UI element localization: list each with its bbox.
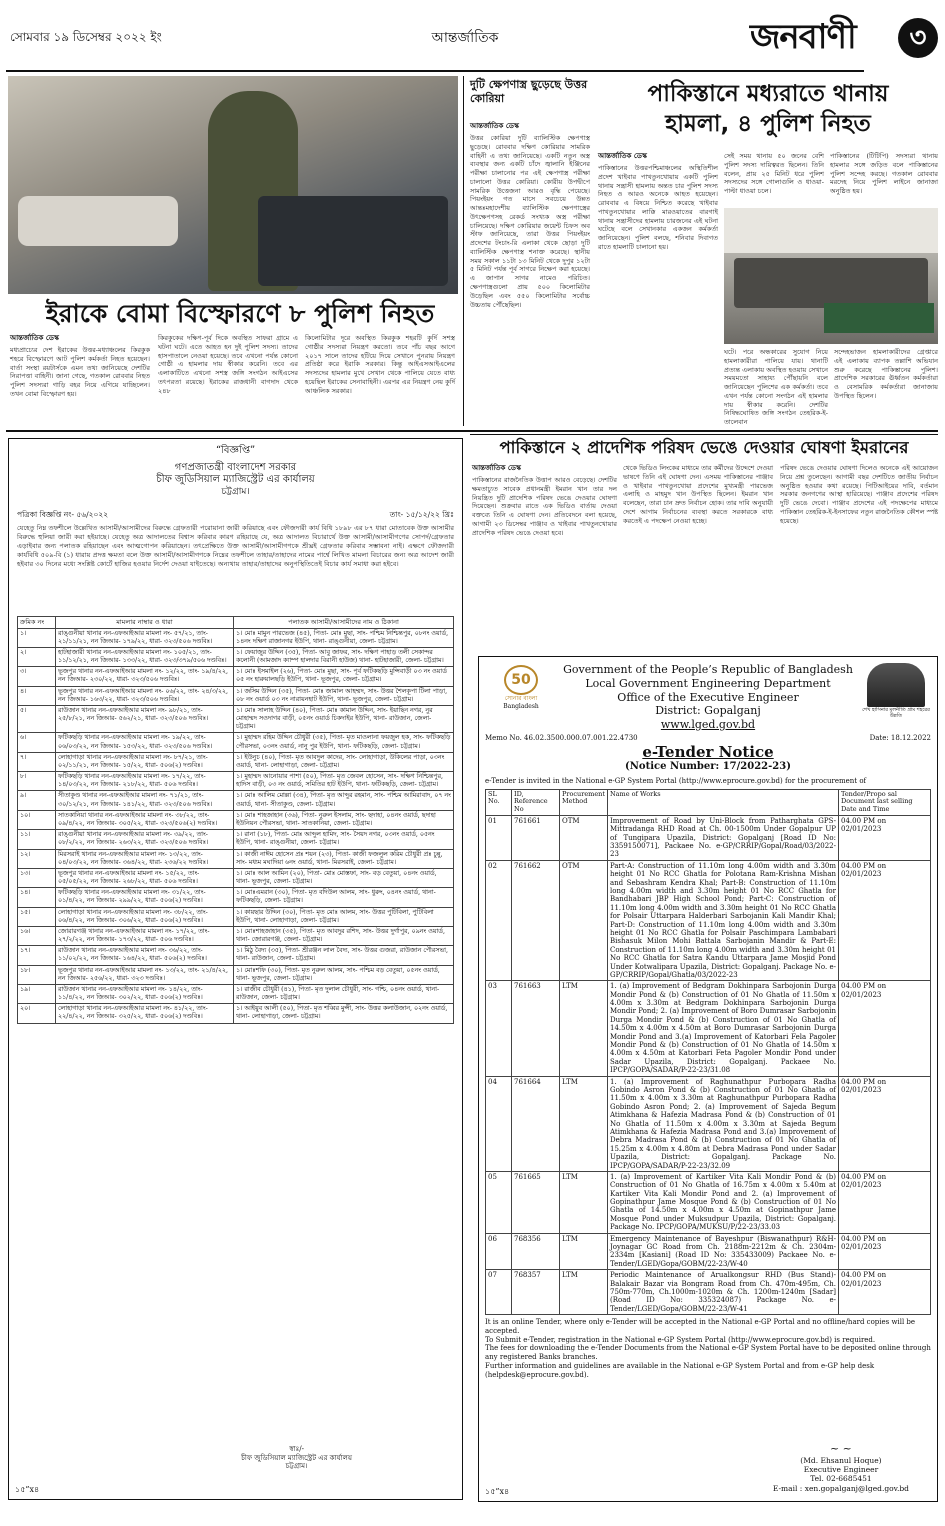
section-rule (6, 430, 938, 432)
korea-desk: আন্তর্জাতিক ডেস্ক (470, 121, 519, 130)
tender-cell-deadline: 04.00 PM on 02/01/2023 (839, 1171, 931, 1233)
notice-cell-case: সাতকানিয়া থানার নন-এফআইআর মামলা নং- ৩৮/২২, তাং- ০৯/৪/২২, নন জিআর- ৩০৫/২২, ধারা- ৩২৩/৫০৬(২) দণ্ডবিঃ। (56, 810, 234, 829)
notice-cell-accused: ১। মোঃ মামুন পারভেজ (৪৫), পিতা- মোঃ মুছা, সাং- পশ্চিম নিশ্চিন্তপুর, ০৮নং ওয়ার্ড, ১৪নং দক্ষিণ রাজানগর ইউপি, থানা- রাঙ্গুনীয়া, জেলা- চট্টগ্রাম। (234, 628, 454, 647)
tender-cell-sl: 01 (486, 815, 512, 860)
notice-cell-serial: ৫। (18, 705, 56, 733)
notice-cell-serial: ৪। (18, 686, 56, 705)
iraq-headline: ইরাকে বোমা বিস্ফোরণে ৮ পুলিশ নিহত (45, 299, 435, 328)
tender-cell-id: 761662 (512, 860, 560, 980)
notice-sign-place: চট্টগ্রাম। (285, 1462, 308, 1471)
notice-cell-accused: ১। মুহাম্মদ রহিম উদ্দিন চৌধুরী (৩৫), পিতা- মৃত মাওলানা ফয়জুল হক, সাং- ফটিকছড়ি পৌরসভা, ০৩নং ওয়ার্ড, নানু পুর ইউপি, থানা- ফটিকছড়ি, জেলা- চট্টগ্রাম। (234, 733, 454, 752)
notice-table-row (18, 984, 454, 1003)
notice-cell-case: ফটিকছড়ি থানার নন-এফআইআর মামলা নং- ১৭/২২, তাং- ১৪/০৩/২২, নন জিআর- ২১৮/২২, ধারা- ৫০৬ দণ্ডবিঃ। (56, 772, 234, 791)
notice-cell-accused: ১। মোঃ শাহজাহান (৩৬), পিতা- নুরুল ইসলাম, সাং- ছদাহা, ০৪নং ওয়ার্ড, ছদাহা ইউনিয়ন পৌরসভা, থানা- সাতকানিয়া, জেলা- চট্টগ্রাম। (234, 810, 454, 829)
notice-col-case: মামলার নাম্বার ও ধারা (56, 617, 234, 628)
notice-cell-serial: ১৬। (18, 926, 56, 945)
tender-table-row (486, 1270, 931, 1315)
tender-cell-deadline: 04.00 PM on 02/01/2023 (839, 1270, 931, 1315)
tender-intro: e-Tender is invited in the National e-GP System Portal (http://www.eprocure.gov.bd) for the procurement of (485, 776, 867, 785)
photo-coffins-shape (824, 303, 934, 333)
tender-cell-works: Emergency Maintenance of Bayeshpur (Biswanathpur) R&H-Joynagar GC Road from Ch. 2188m-2212m & Ch. 2304m-2334m [Kasiani] (Road ID No: 335433009) Packaee No. e-Tender/LGED/Gopa/GOBM/22-23/W-40 (607, 1233, 838, 1270)
notice-cell-accused: ১। মোঃ আলিম মোল্লা (৩৪), পিতা- মৃত আব্দুর রহমান, সাং- পশ্চিম আমিরাবাদ, ০৭ নং ওয়ার্ড, থানা- সীতাকুণ্ড, জেলা- চট্টগ্রাম। (234, 791, 454, 810)
notice-cell-case: রাউজান থানার নন-এফআইআর মামলা নং- ৩৬/২২, তাং- ১১/০২/২২, নন জিআর- ১৬৪/২২, ধারা- ৫০৬(২) দণ্ডবিঃ। (56, 946, 234, 965)
tender-website-link[interactable]: www.lged.gov.bd (660, 718, 756, 731)
tender-cell-deadline: 04.00 PM on 02/01/2023 (839, 815, 931, 860)
notice-cell-accused: ১। মোঃশাহজাহান (৩৫), পিতা- মৃত আবদুর রশিদ, সাং- উত্তর দুর্গাপুর, ০৯নং ওয়ার্ড, থানা- জোরারগঞ্জ, জেলা- চট্টগ্রাম। (234, 926, 454, 945)
tender-logo-text: সোনার বাংলা (504, 695, 538, 702)
notice-table-row (18, 705, 454, 733)
tender-gov-2: Local Government Engineering Department (585, 676, 831, 690)
notice-table-row (18, 965, 454, 984)
tender-footer-2: To Submit e-Tender, registration in the National e-GP System Portal (http://www.eprocure.gov.bd) is required. (485, 1335, 876, 1344)
notice-cell-case: মিরসরাই থানার নন-এফআইআর মামলা নং- ১৩/২২, তাং- ০৪/০৩/২২, নন জিআর- ৩৬৪/২২, ধারা- ২৩৬/২২ দণ্ডবিঃ। (56, 849, 234, 868)
notice-cell-case: রাঙ্গুনীয়া থানার নন-এফআইআর মামলা নং- ৫৭/২১, তাং- ২১/১১/২১, নন জিআর- ১৭৯/২২, ধারা- ৩২৩/৫০৬ দণ্ডবিঃ। (56, 628, 234, 647)
notice-cell-case: হাটহাজারী থানার নন-এফআইআর মামলা নং- ১০৫/২১, তাং- ১১/১২/২১, নন জিআর- ১৩৩/২২, ধারা- ৩২৩/৩৭৯/৫০৬ দণ্ডবিঃ। (56, 647, 234, 666)
tender-cell-id: 761661 (512, 815, 560, 860)
notice-table-row (18, 926, 454, 945)
tender-cell-sl: 03 (486, 981, 512, 1076)
imran-col-2: থেকে ভিডিও লিংকের মাধ্যমে তার কর্মীদের উদ্দেশে দেওয়া ভাষণে তিনি এই ঘোষণা দেন। এসময় পাকিস্তানের পাঞ্জাব ও খাইবার পাখতুনখোয়া প্রদেশের মুখ্যমন্ত্রী পারভেজ এলাহি ও মাহমুদ খান উপস্থিত ছিলেন। ইমরান খান বলেছেন, তারা চান দ্রুত নির্বাচন হোক। তার দাবি অনুযায়ী দেশে আগাম নির্বাচনের ব্যবস্থা করতে সরকারকে বাধ্য করতেই এ পদক্ষেপ নেওয়া হচ্ছে। (623, 464, 773, 525)
notice-line-3: চট্টগ্রাম। (221, 486, 250, 497)
notice-cell-serial: ১৯। (18, 984, 56, 1003)
notice-cell-accused: ১। মোঃশফি (৩০), পিতা- মৃত নুরুল আলম, সাং- পশ্চিম বড় বেতুয়া, ০৫নং ওয়ার্ড, থানা- ভূজপুর, জেলা- চট্টগ্রাম। (234, 965, 454, 984)
photo-building-shape (724, 208, 938, 253)
notice-cell-case: জোরারগঞ্জ থানার নন-এফআইআর মামলা নং- ১৭/২২, তাং- ২৭/২/২২, নন জিআর- ১৭৩/২২, ধারা- ৫০৬ দণ্ডবিঃ। (56, 926, 234, 945)
notice-table-row (18, 752, 454, 771)
notice-table-row (18, 946, 454, 965)
notice-sign: স্বাঃ/- (289, 1444, 304, 1453)
pakistan-funeral-photo (724, 208, 938, 344)
notice-table-row (18, 830, 454, 849)
notice-cell-serial: ১০। (18, 810, 56, 829)
pakistan-headline-1 (598, 80, 938, 140)
notice-sign-office: চীফ জুডিসিয়াল ম্যাজিস্ট্রেট এর কার্যালয় (241, 1453, 352, 1462)
notice-cell-serial: ১১। (18, 830, 56, 849)
notice-table-row (18, 810, 454, 829)
tender-memo: Memo No. 46.02.3500.000.07.001.22.4730 (485, 733, 638, 742)
pakistan-col-3: পাকিস্তানের (টিটিপি) সদস্যরা থানায় হামলার সঙ্গে জড়িত বলে পাকিস্তানের পুলিশ সন্দেহ করছে। গতকাল রোববার মরদেহ নিয়ে পুলিশ লাইনে জানাজা অনুষ্ঠিত হয়। (830, 152, 938, 196)
notice-table-row (18, 849, 454, 868)
tender-code: ১৫”x৪ (485, 1487, 510, 1496)
notice-cell-case: রাঙ্গুনীয়া থানার নন-এফআইআর মামলা নং- ৩৯/২২, তাং- ০৮/২/২২, নন জিআর- ২৬৩/২২, ধারা- ৩২৩/৫০৬ দণ্ডবিঃ। (56, 830, 234, 849)
notice-cell-accused: ১। রানা (১৮), পিতা- মোঃ আব্দুল হামিদ, সাং- সৈয়দ নগর, ০৩নং ওয়ার্ড, ০৫নং ইউপি, থানা- রাঙ্গুনীয়া, জেলা- চট্টগ্রাম। (234, 830, 454, 849)
notice-ref: পত্রিকা বিজ্ঞপ্তি নং- ৫৬/২০২২ (17, 509, 109, 519)
notice-table-row (18, 686, 454, 705)
notice-cell-accused: ১। মিঠু বৈদ্য (৩৫), পিতা- শ্রীরঞ্জন লাল বৈদ্য, সাং- উত্তর গুজরা, রাউজান পৌরসভা, থানা- রাউজান, জেলা- চট্টগ্রাম। (234, 946, 454, 965)
tender-table-row (486, 1076, 931, 1171)
notice-table-row (18, 647, 454, 666)
notice-cell-serial: ১৮। (18, 965, 56, 984)
notice-cell-serial: ২। (18, 647, 56, 666)
notice-cell-case: রাউজান থানার নন-এফআইআর মামলা নং- ৯৮/২১, তাং- ২৫/৮/২১, নন জিআর- ৫৬২/২১, ধারা- ৩২৩/৫০৬ দণ্ডবিঃ। (56, 705, 234, 733)
notice-line-2: চীফ জুডিসিয়াল ম্যাজিস্ট্রেট এর কার্যালয় (156, 474, 315, 485)
notice-cell-case: লোহাগাড়া থানার নন-এফআইআর মামলা নং- ৩৮/২২, তাং- ০৬/৪/২২, নন জিআর- ৩০৬/২২, ধারা- ৫০৬(২) দণ্ডবিঃ। (56, 907, 234, 926)
imran-headline: পাকিস্তানে ২ প্রাদেশিক পরিষদ ভেঙে দেওয়ার ঘোষণা ইমরানের (499, 438, 909, 457)
pakistan-col-1: পাকিস্তানের উত্তরপশ্চিমাঞ্চলের অস্থিতিশীল প্রদেশ খাইবার পাখতুনখোয়ায় একটি পুলিশ থানায় সন্ত্রাসী হামলায় অন্তত চার পুলিশ সদস্য নিহত ও আরও অনেকে আহত হয়েছেন। রোববার এ বিষয়ে নিশ্চিত করেছে খাইবার পাখতুনখোয়ার লাক্কি মারওয়াতের বারগাই থানায় সন্ত্রাসীদের হামলায় চারজনের এই ঘটনা ঘটেছে বলে সেখানকার একজন কর্মকর্তা জানিয়েছেন। পুলিশ বলছে, শনিবার দিবাগত রাতে হামলাটি চালানো হয়। (598, 164, 718, 251)
tender-cell-method: LTM (560, 1270, 608, 1315)
notice-cell-accused: ১। জসিম উদ্দিন (৩৫), পিতা- মোঃ জামাল আহম্মদ, সাং- উত্তর শৈলকূপা টিলা পাড়া, ০৮ নং ওয়ার্ড ০৩ নং নারায়নহাট ইউপি, থানা- ভূজপুর, জেলা- চট্টগ্রাম। (234, 686, 454, 705)
notice-cell-serial: ৩। (18, 667, 56, 686)
tender-table (485, 789, 931, 1316)
tender-cell-works: Periodic Maintenance of Arualkongsur RHD (Bus Stand)-Balakair Bazar via Bongram Road from Ch. 470m-495m, Ch. 750m-770m, Ch.1000m-1020m & Ch. 1200m-1240m [Sadar] (Road ID No: 335324087) Package No. e-Tender/LGED/Gopa/GOBM/22-23/W-41 (607, 1270, 838, 1315)
notice-cell-case: লোহাগাড়া থানার নন-এফআইআর মামলা নং- ৮৭/২১, তাং- ০২/১১/২১, নন জিআর- ১৫/২২, ধারা- ৫০৬(২) দণ্ডবিঃ। (56, 752, 234, 771)
notice-col-serial: ক্রমিক নং (18, 617, 56, 628)
notice-cell-serial: ১৭। (18, 946, 56, 965)
tender-cell-works: 1. (a) Improvement of Kartiker Vita Kali Mondir Pond & (b) Construction of 01 No Ghatla of 16.75m x 4.00m x 5.40m at Kartiker Vita Kali Mondir Pond and 2. (a) Improvement of Gopinathpur Jame Mosque Pond & (b) Construction of 01 No Ghatla of 14.50m x 4.00m x 4.50m at Gopinathpur Jame Mosque Pond under Muksudpur Upazila, District: Gopalganj. Package No. IPCP/GOPA/MUKSU/P/22-23/33.03 (607, 1171, 838, 1233)
tender-portrait (861, 663, 931, 721)
tender-signer-title: Executive Engineer (803, 1464, 879, 1474)
notice-table-row (18, 772, 454, 791)
imran-col-1: পাকিস্তানের রাজনৈতিক উত্তাপ আরও বেড়েছে। দেশটির ক্ষমতাচ্যুত সাবেক প্রধানমন্ত্রী ইমরান খান তার দল নিয়ন্ত্রিত দুটি প্রাদেশিক পরিষদ ভেঙে দেওয়ার ঘোষণা দিয়েছেন। শুক্রবার রাতে এক ভিডিও বার্তায় দেওয়া বক্তব্যে তিনি এ ঘোষণা দেন। প্রতিবেদনে বলা হয়েছে, আগামী ২৩ ডিসেম্বর পাঞ্জাব ও খাইবার পাখতুনখোয়ার প্রাদেশিক পরিষদ ভেঙে দেওয়া হবে। (472, 476, 617, 537)
notice-cell-case: সীতাকুণ্ড থানার নন-এফআইআর মামলা নং- ৭১/২১, তাং- ৩০/১২/২১, নন জিআর- ১৪১/২২, ধারা- ৩২৩/৫০৬ দণ্ডবিঃ। (56, 791, 234, 810)
photo-crowd-shape (734, 258, 928, 308)
tender-cell-deadline: 04.00 PM on 02/01/2023 (839, 1233, 931, 1270)
tender-date: Date: 18.12.2022 (869, 733, 931, 742)
notice-date: তাং- ১৫/১২/২২ খ্রিঃ (389, 509, 454, 519)
notice-table (17, 616, 454, 1023)
col-divider (463, 76, 464, 426)
pakistan-col-4: ঘটে। পরে অন্ধকারের সুযোগ নিয়ে হামলাকারীরা পালিয়ে যায়। থানাটি প্রত্যন্ত এলাকায় অবস্থিত হওয়ায় সেখানে সময়মতো সাহায্য পৌঁছায়নি বলে জানিয়েছেন পুলিশের এক কর্মকর্তা। তবে এখন পর্যন্ত কোনো সংগঠন এই হামলার দায় স্বীকার করেনি। দেশটির নিষিদ্ধঘোষিত জঙ্গি সংগঠন তেহরিক-ই-তালেবান (724, 348, 828, 427)
tender-footer-3: The fees for downloading the e-Tender Documents from the National e-GP System Portal have to be deposited online through any registered Banks branches. (485, 1344, 931, 1362)
notice-cell-accused: ১। ইউনুচ (৪০), পিতা- মৃত আবদুল কাদের, সাং- লোহাগাড়া, উকিলের পাড়া, ০৩নং ওয়ার্ড, থানা- লোহাগাড়া, জেলা- চট্টগ্রাম। (234, 752, 454, 771)
tender-signer-email: E-mail : xen.gopalganj@lged.gov.bd (772, 1483, 909, 1493)
pakistan-col-5: সন্দেহভাজন হামলাকারীদের গ্রেপ্তারে এই এলাকায় ব্যাপক তল্লাশি অভিযান শুরু করেছে পাকিস্তানের পুলিশ। প্রাদেশিক সরকারের ঊর্ধ্বতন কর্মকর্তারা ও বেসামরিক কর্মকর্তারা জানাজায় উপস্থিত ছিলেন। (834, 348, 938, 400)
tender-cell-method: OTM (560, 860, 608, 980)
notice-cell-accused: ১। মোঃ ইসমাইল (২৬), পিতা- মোঃ মুছা, সাং- পূর্ব ফটিকছড়ি মুন্সিবাড়ী ০৩ নং ওয়ার্ড ০৫ নং হারুয়ালছড়ি ইউপি, থানা- ভূজপুর, জেলা- চট্টগ্রাম। (234, 667, 454, 686)
tender-gov-1: Government of the People’s Republic of Bangladesh (563, 663, 853, 676)
korea-headline: দুটি ক্ষেপণাস্ত্র ছুড়েছে উত্তর কোরিয়া (470, 78, 588, 105)
notice-cell-accused: ১। কায়ছার উদ্দিন (৩০), পিতা- মৃত মোঃ আলম, সাং- উত্তর পুটিবিলা, পুটিবিলা ইউপি, থানা- লোহাগাড়া, জেলা- চট্টগ্রাম। (234, 907, 454, 926)
tender-cell-method: LTM (560, 1171, 608, 1233)
photo-car-shape (18, 196, 178, 246)
tender-footer-4: Further information and guidelines are available in the National e-GP System Portal and from e-GP help desk (helpdesk@eprocure.gov.bd). (485, 1361, 875, 1379)
tender-cell-id: 761664 (512, 1076, 560, 1171)
tender-gov-3: Office of the Executive Engineer (617, 690, 799, 704)
tender-footer (485, 1318, 931, 1379)
tender-cell-sl: 02 (486, 860, 512, 980)
tender-col-method: Procurement Method (560, 789, 608, 815)
issue-date: সোমবার ১৯ ডিসেম্বর ২০২২ ইং (10, 30, 162, 44)
notice-cell-serial: ৭। (18, 752, 56, 771)
tender-logo (489, 665, 553, 711)
notice-cell-serial: ৯। (18, 791, 56, 810)
notice-cell-case: ফটিকছড়ি থানার নন-এফআইআর মামলা নং- ১৯/২২, তাং- ০৬/০৩/২২, নন জিআর- ১৫৩/২২, ধারা- ৩২৩/৫০৬ দণ্ডবিঃ। (56, 733, 234, 752)
tender-table-header (486, 789, 931, 815)
tender-table-row (486, 860, 931, 980)
notice-cell-case: লোহাগাড়া থানার নন-এফআইআর মামলা নং- ৪১/২২, তাং- ২২/৪/২২, নন জিআর- ৩২৫/২২, ধারা- ৫০৬(২) দণ্ডবিঃ। (56, 1004, 234, 1023)
notice-cell-serial: ৮। (18, 772, 56, 791)
tender-cell-sl: 06 (486, 1233, 512, 1270)
notice-cell-accused: ১। মোঃ আল আমিন (২০), পিতা- মোঃ মোস্তফা, সাং- বড় বেতুয়া, ০৪নং ওয়ার্ড, থানা- ভূজপুর, জেলা- চট্টগ্রাম। (234, 868, 454, 887)
iraq-photo (8, 76, 458, 294)
header-rule (6, 70, 864, 72)
tender-title: e-Tender Notice (642, 742, 774, 761)
tender-cell-works: Improvement of Road by Uni-Block from Patharghata GPS-Mittradanga RHD Road at Ch. 00-1500m Under Gopalpur UP of Tungipara Upazila, District: Gopalganj [Road ID No: 3359150071], Packaee No. e-GP/CRRIP/Gopal/Road/03/2022-23 (607, 815, 838, 860)
tender-col-id: ID, Reference No (512, 789, 560, 815)
notice-cell-case: ফটিকছড়ি থানার নন-এফআইআর মামলা নং- ৩১/২২, তাং- ০১/৪/২২, নন জিআর- ২৯৯/২২, ধারা- ৫০৬(২) দণ্ডবিঃ। (56, 888, 234, 907)
tender-cell-id: 761663 (512, 981, 560, 1076)
notice-cell-serial: ১৪। (18, 888, 56, 907)
page-number-badge: ৩ (898, 18, 938, 58)
imran-desk: আন্তর্জাতিক ডেস্ক (472, 463, 521, 472)
notice-table-row (18, 888, 454, 907)
notice-cell-accused: ১। মুহাম্মদ আনোয়ার পাশা (৫০), পিতা- মৃত জেবল হোসেন, সাং- দক্ষিণ নিশ্চিন্তপুর, হাদিস বাড়ী, ০৩ নং ওয়ার্ড, সমিতির হাট ইউপি, থানা- ফটিকছড়ি, জেলা- চট্টগ্রাম। (234, 772, 454, 791)
tender-cell-deadline: 04.00 PM on 02/01/2023 (839, 1076, 931, 1171)
iraq-desk: আন্তর্জাতিক ডেস্ক (10, 333, 59, 342)
tender-cell-deadline: 04.00 PM on 02/01/2023 (839, 860, 931, 980)
notice-cell-case: ভূজপুর থানার নন-এফআইআর মামলা নং- ০৬/২২, তাং- ২৪/৩/২২, নন জিআর- ১৬৩/২২, ধারা- ৩২৩/৫০৬ দণ্ডবিঃ। (56, 686, 234, 705)
masthead-logo: জনবাণী (750, 17, 856, 57)
notice-table-row (18, 791, 454, 810)
portrait-icon (867, 663, 925, 707)
korea-body: উত্তর কোরিয়া দুটি ব্যালিস্টিক ক্ষেপণাস্ত্র ছুড়েছে। রোববার দক্ষিণ কোরিয়ার সামরিক বাহিনী এ তথ্য জানিয়েছে। একটি নতুন অস্ত্র ব্যবস্থার জন্য একটি চাঁদে জ্বালানি ইঞ্জিনের পরীক্ষা চালানোর পর এই ক্ষেপণাস্ত্র পরীক্ষা চালালো উত্তর কোরিয়া। কোরীয় উপদ্বীপে সামরিক উত্তেজনা আরও বৃদ্ধি পেয়েছে। পিয়ংইয়ং গত মাসে সবচেয়ে উন্নত আন্তঃমহাদেশীয় ব্যালিস্টিক ক্ষেপণাস্ত্রের উৎক্ষেপণসহ রেকর্ড সংখ্যক অস্ত্র পরীক্ষা চালিয়েছে। দক্ষিণ কোরিয়ার জয়েন্ট চিফস অব স্টাফ জানিয়েছে, তারা উত্তর পিয়ংইয়ং প্রদেশের টংচাং-রি এলাকা থেকে ছোড়া দুটি ব্যালিস্টিক ক্ষেপণাস্ত্র শনাক্ত করেছে। স্থানীয় সময় সকাল ১১টা ১৩ মিনিট থেকে দুপুর ১২টা ৫ মিনিট পর্যন্ত পূর্ব সাগরে নিক্ষেপ করা হয়েছে। এ জাপান সাগর নামেও পরিচিত। ক্ষেপণাস্ত্রগুলো প্রায় ৫০০ কিলোমিটার উড়েছিল এবং ৫৫০ কিলোমিটার সর্বোচ্চ উচ্চতায় পৌঁছেছিল। (470, 134, 590, 309)
tender-subtitle: (Notice Number: 17/2022-23) (625, 761, 791, 773)
tender-cell-method: LTM (560, 981, 608, 1076)
notice-cell-accused: ১। রাজীব চৌধুরী (৪১), পিতা- মৃত দুলাল চৌধুরী, সাং- গশ্চি, ০৪নং ওয়ার্ড, থানা- রাউজান, জেলা- চট্টগ্রাম। (234, 984, 454, 1003)
notice-cell-serial: ২০। (18, 1004, 56, 1023)
pakistan-headline-line-1: পাকিস্তানে মধ্যরাতে থানায় (647, 81, 889, 107)
tender-memo-row (485, 734, 931, 743)
tender-gov-4: District: Gopalganj (655, 704, 761, 718)
e-tender-notice (478, 656, 938, 1502)
iraq-col-2: কিরকুকের দক্ষিণ-পূর্ব দিকে অবস্থিত সাফরা গ্রামে এ ঘটনা ঘটে। এতে আহত হন দুই পুলিশ সদস্য। তাদের হাসপাতালে নেওয়া হয়েছে। তবে এখনো পর্যন্ত কোনো গোষ্ঠী এ হামলার দায় স্বীকার করেনি। তবে এর এলাকাটিতে এখনো সশস্ত্র জঙ্গি সংগঠন আইএসের তৎপরতা রয়েছে। ইরাকের রাজধানী বাগদাদ থেকে ২৪৮ (158, 334, 298, 395)
pakistan-col-2: সেই সময় থানায় ৫০ জনের বেশি পুলিশ সদস্য দায়িত্বরত ছিলেন। তিনি বলেন, প্রায় ২৫ মিনিট ধরে পুলিশ সদস্যদের সঙ্গে গোলাগুলি ও ধাওয়া-পাল্টা ধাওয়া চলে। (724, 152, 824, 196)
notice-table-row (18, 868, 454, 887)
tender-cell-sl: 05 (486, 1171, 512, 1233)
notice-table-row (18, 1004, 454, 1023)
tender-signer-name: (Md. Ehsanul Hoque) (800, 1455, 882, 1465)
tender-table-row (486, 815, 931, 860)
tender-col-deadline: Tender/Propo sal Document last selling Date and Time (839, 789, 931, 815)
notice-table-row (18, 667, 454, 686)
notice-ref-row (17, 510, 454, 519)
tender-table-row (486, 1233, 931, 1270)
tender-cell-works: 1. (a) Improvement of Bedgram Dokhinpara Sarbojonin Durga Mondir Pond & (b) Construction of 01 No Ghatla of 11.50m x 4.00m x 3.30m at Bedgram Dokhinpara Sarbojonin Durga Mondir Pond; 2. (a) Improvement of Boro Dumrasar Sarbojonin Durga Mondir Pond & (b) Construction of 01 No Ghatla of 14.50m x 4.00m x 4.50m at Boro Dumrasar Sarbojonin Durga Mondir Pond and 3.(a) Improvement of Katorbari Fela Pagoler Mondir Pond & (b) Construction of 01 No Ghatla of 14.50m x 4.00m x 4.50m at Katorbari Feta Pagoler Mondir Pond under Sadar Upazila, District: Gopalganj. Packaee No. IPCP/GOPA/SADAR/P-22-23/31.08 (607, 981, 838, 1076)
sonar-bangla-icon: 50 (504, 665, 538, 695)
notice-title: “বিজ্ঞপ্তি” (215, 445, 256, 456)
notice-body: যেহেতু নিম্ন তফশীলে উল্লেখিত আসামী/আসামীদের বিরুদ্ধে গ্রেফতারী পরোয়ানা জারী করিয়াছে এবং ফৌজদারী কার্য বিধি ১৮৯৮ এর ৮৭ ধারা মোতাবেক উক্ত আসামীর বিরুদ্ধে হুলিয়া জারী করা হইয়াছে। যেহেতু অত্র আদালতের বিশ্বাস করিবার কারণ রহিয়াছে যে, অত্র আদালত বিচারার্থে উক্ত আসামী/আসামীগণের সোপর্দ/গ্রেফতার এড়াইবার জন্য পলাতক রহিয়াছেন এবং আত্মগোপন করিয়াছেন। তৎপ্রেক্ষিতে উক্ত আসামী/আসামীগণকে শ্রীঘ্রই গ্রেফতার করিবার সম্ভাবনা নাই। এক্ষণে ফৌজদারী কার্যবিধি ৫০৯-বি (১) ধারায় প্রদত্ত ক্ষমতা বলে উক্ত আসামী/আসামীগণকে নিম্নের তফশীলে তাহার/তাহাদের নামের পার্শ্বে লিখিত মামলা বিচারের জন্য অত্র আদেশ জারী হইবার ৩০ দিনের মধ্যে সংশ্লিষ্ট কোর্টে হাজির হওয়ার নির্দেশ দেওয়া যাইতেছে। অন্যথায় তাহার/তাহাদের অনুপস্থিতিতেই বিচার কার্য সমাধা করা হইবে। (17, 524, 454, 568)
notice-table-row (18, 733, 454, 752)
notice-cell-case: ভূজপুর থানার নন-এফআইআর মামলা নং- ১৫/২২, তাং- ০৫/০৫/২২, নন জিআর- ২৬৮/২২, ধারা- ৫০৬ দণ্ডবিঃ। (56, 868, 234, 887)
notice-table-row (18, 628, 454, 647)
tender-cell-sl: 04 (486, 1076, 512, 1171)
notice-cell-case: ভূজপুর থানার নন-এফআইআর মামলা নং- ১৩/২২, তাং- ২১/৪/২২, নন জিআর- ২৫৬/২২, ধারা- ৩২৩ দণ্ডবিঃ। (56, 965, 234, 984)
tender-cell-works: Part-A: Construction of 11.10m long 4.00m width and 3.30m height 01 No RCC Ghatla for Polotana Ram-Krishna Mishan and Sebashram Kendra Khal; Part-B: Construction of 11.10m long 4.00m width and 3.30m height 01 No RCC Ghatla for Bandhabari JBP High School Pond; Part-C: Construction of 11.10m long 4.00m width and 3.30m height 01 No RCC Ghatla for Polsair Uttarpara Halderbari Sarbojanin Kali Mandir Khal; Part-D: Construction of 11.10m long 4.00m width and 3.30m height 01 No RCC Ghatla for Polsair Paschimpara Lambabari Bishasuk Milon Mohi Battala Sarbojanin Mandir & Part-E: Construction of 11.10m long 4.00m width and 3.30m height 01 No RCC Ghatla for Satra Kandu Uttarpara Jame Mosjid Pond Under Kotwalipara Upazila, District: Gopalganj. Package No. e-GP/CRRIP/Gopal/Ghatla/03/2022-23 (607, 860, 838, 980)
notice-cell-serial: ৬। (18, 733, 56, 752)
signature-mark: ~ ~ (829, 1441, 852, 1455)
notice-table-row (18, 907, 454, 926)
tender-cell-id: 768356 (512, 1233, 560, 1270)
tender-cell-method: OTM (560, 815, 608, 860)
notice-signature (241, 1445, 352, 1471)
notice-cell-accused: ১। কাজী নাঈম হোসেন প্রঃ শয়ন (২৩), পিতা- কাজী ফজলুল করিম চৌধুরী প্রঃ চুন্নু, সাং- মধ্যম মঘাদিয়া ৬নং ওয়ার্ড, থানা- মিরসরাই, জেলা- চট্টগ্রাম। (234, 849, 454, 868)
notice-code: ১৫”x৪ (15, 1485, 40, 1494)
notice-col-accused: পলাতক আসামী/আসামীদের নাম ও ঠিকানা (234, 617, 454, 628)
story-rule-top (470, 434, 938, 435)
photo-gun-shape (258, 196, 448, 286)
tender-logo-caption: Bangladesh (503, 702, 539, 710)
notice-cell-serial: ১৫। (18, 907, 56, 926)
iraq-col-3: কিলোমিটার দূরে অবস্থিত কিরকুক শহরটি কুর্দি সশস্ত্র গোষ্ঠীর সদস্যরা নিয়ন্ত্রণ করতো। তবে পাঁচ বছর আগে ২০১৭ সালে তাদের হটিয়ে দিয়ে সেখানে পুনরায় নিয়ন্ত্রণ প্রতিষ্ঠা করে ইরাকি সরকার। কিন্তু আইএসআইএলের সদস্যদের হামলার মুখে সেখান থেকে পালিয়ে যেতে বাধ্য হয়েছিল ইরাকের সেনাবাহিনী। এরপর এর নিয়ন্ত্রণ নেয় কুর্দি আঞ্চলিক সরকার। (305, 334, 455, 395)
pakistan-desk: আন্তর্জাতিক ডেস্ক (598, 151, 647, 160)
tender-cell-id: 761665 (512, 1171, 560, 1233)
notice-table-header (18, 617, 454, 628)
section-label: আন্তর্জাতিক (431, 30, 499, 46)
notice-cell-serial: ১২। (18, 849, 56, 868)
tender-cell-id: 768357 (512, 1270, 560, 1315)
notice-cell-accused: ১। মোঃ সালাহ উদ্দিন (৪০), পিতা- মোঃ কামাল উদ্দিন, সাং- ইয়াছিন নগর, নুর মোহাম্মদ সওদাগর বাড়ী, ০৫নং ওয়ার্ড চিকদাইর ইউপি, থানা- রাউজান, জেলা- চট্টগ্রাম। (234, 705, 454, 733)
pakistan-headline-line-2: হামলা, ৪ পুলিশ নিহত (665, 110, 871, 137)
notice-cell-accused: ১। ফেয়াজুর উদ্দিন (৩৫), পিতা- আবু জাফর, সাং- দক্ষিণ পাহাড় তলী সেকান্দর কলোনী (আমজাদ ক্যাম্প হালদার বিরানী হাউজ) থানা- হাটহাজারী, জেলা- চট্টগ্রাম। (234, 647, 454, 666)
notice-cell-case: রাউজান থানার নন-এফআইআর মামলা নং- ১৪/২২, তাং- ১১/৪/২২, নন জিআর- ৩০২/২২, ধারা- ৫০৬(২) দণ্ডবিঃ। (56, 984, 234, 1003)
tender-footer-1: It is an online Tender, where only e-Tender will be accepted in the National e-GP Portal and no offline/hard copies will be accepted. (485, 1318, 916, 1335)
notice-cell-case: ভূজপুর থানার নন-এফআইআর মামলা নং- ১২/২২, তাং- ১৯/৪/২২, নন জিআর- ২৩০/২২, ধারা- ৩২৩/৫০৬ দণ্ডবিঃ। (56, 667, 234, 686)
masthead (750, 12, 940, 68)
iraq-col-1: মধ্যপ্রাচ্যের দেশ ইরাকের উত্তর-মধ্যাঞ্চলের কিরকুক শহরে বিস্ফোরণে আট পুলিশ কর্মকর্তা নিহত হয়েছেন। বার্তা সংস্থা রয়টার্সকে এমন তথ্য জানিয়েছে দেশটির নিরাপত্তা বাহিনী। জানা গেছে, গতকাল রোববার নিহত পুলিশ সদস্যরা গাড়ি বহর নিয়ে এগিয়ে যাচ্ছিলেন। তখন বোমা বিস্ফোরণ হয়। (10, 346, 150, 398)
court-notice (8, 438, 463, 1500)
notice-cell-accused: ১। মোঃএমরান (৩০), পিতা- মৃত বদিউল আলম, সাং- ধুরুং, ০৪নং ওয়ার্ড, থানা- ফটিকছড়ি, জেলা- চট্টগ্রাম। (234, 888, 454, 907)
notice-line-1: গণপ্রজাতন্ত্রী বাংলাদেশ সরকার (174, 461, 297, 473)
notice-cell-serial: ১৩। (18, 868, 56, 887)
tender-col-works: Name of Works (607, 789, 838, 815)
tender-cell-deadline: 04.00 PM on 02/01/2023 (839, 981, 931, 1076)
tender-signer (773, 1442, 909, 1493)
imran-col-3: পরিষদ ভেঙে দেওয়ার ঘোষণা দিলেও অনেকে এই আয়োজন নিয়ে প্রশ্ন তুলেছেন। আগামী বছর দেশটিতে জাতীয় নির্বাচন অনুষ্ঠিত হওয়ার কথা রয়েছে। পিটিআইয়ের দাবি, বর্তমান সরকার জনগণের আস্থা হারিয়েছে। পাঞ্জাব প্রদেশের পরিষদ দুটি ভেঙে দেবো। পাঞ্জাব প্রদেশের এই পদক্ষেপের মাধ্যমে পাকিস্তান তেহরিক-ই-ইনসাফের নতুন রাজনৈতিক কৌশল স্পষ্ট হয়েছে। (780, 464, 938, 525)
tender-cell-sl: 07 (486, 1270, 512, 1315)
tender-cell-method: LTM (560, 1233, 608, 1270)
portrait-caption: শেখ হাসিনার মূলনীতি গ্রাম শহরের উন্নতি (862, 707, 930, 720)
tender-table-row (486, 981, 931, 1076)
notice-cell-accused: ১। আইয়ুব আলী (৫০), পিতা- মৃত শব্বির মুন্সী, সাং- উত্তর কলাউজান, ০২নং ওয়ার্ড, থানা- লোহাগাড়া, জেলা- চট্টগ্রাম। (234, 1004, 454, 1023)
notice-cell-serial: ১। (18, 628, 56, 647)
tender-table-row (486, 1171, 931, 1233)
tender-col-sl: SL No. (486, 789, 512, 815)
tender-cell-works: 1. (a) Improvement of Raghunathpur Purbopara Radha Gobindo Asron Pond & (b) Construction of 01 No Ghatla of 11.50m x 4.00m x 3.30m at Raghunathpur Purbopara Radha Gobindo Asron Pond; 2. (a) Improvement of Sajeda Begum Atimkhana & Hafezia Madrasa Pond & (b) Construction of 01 No Ghatla of 11.50m x 4.00m x 3.30m at Sajeda Begum Atimkhana & Hafezia Madrasa Pond and 3.(a) Improvement of Debra Madrasa Pond & (b) Construction of 01 No Ghatla of 15.25m x 4.00m x 4.80m at Debra Madrasa Pond under Sadar Upazila, District: Gopalganj. Package No. IPCP/GOPA/SADAR/P-22-23/32.09 (607, 1076, 838, 1171)
tender-signer-phone: Tel. 02-6685451 (810, 1474, 872, 1484)
tender-cell-method: LTM (560, 1076, 608, 1171)
